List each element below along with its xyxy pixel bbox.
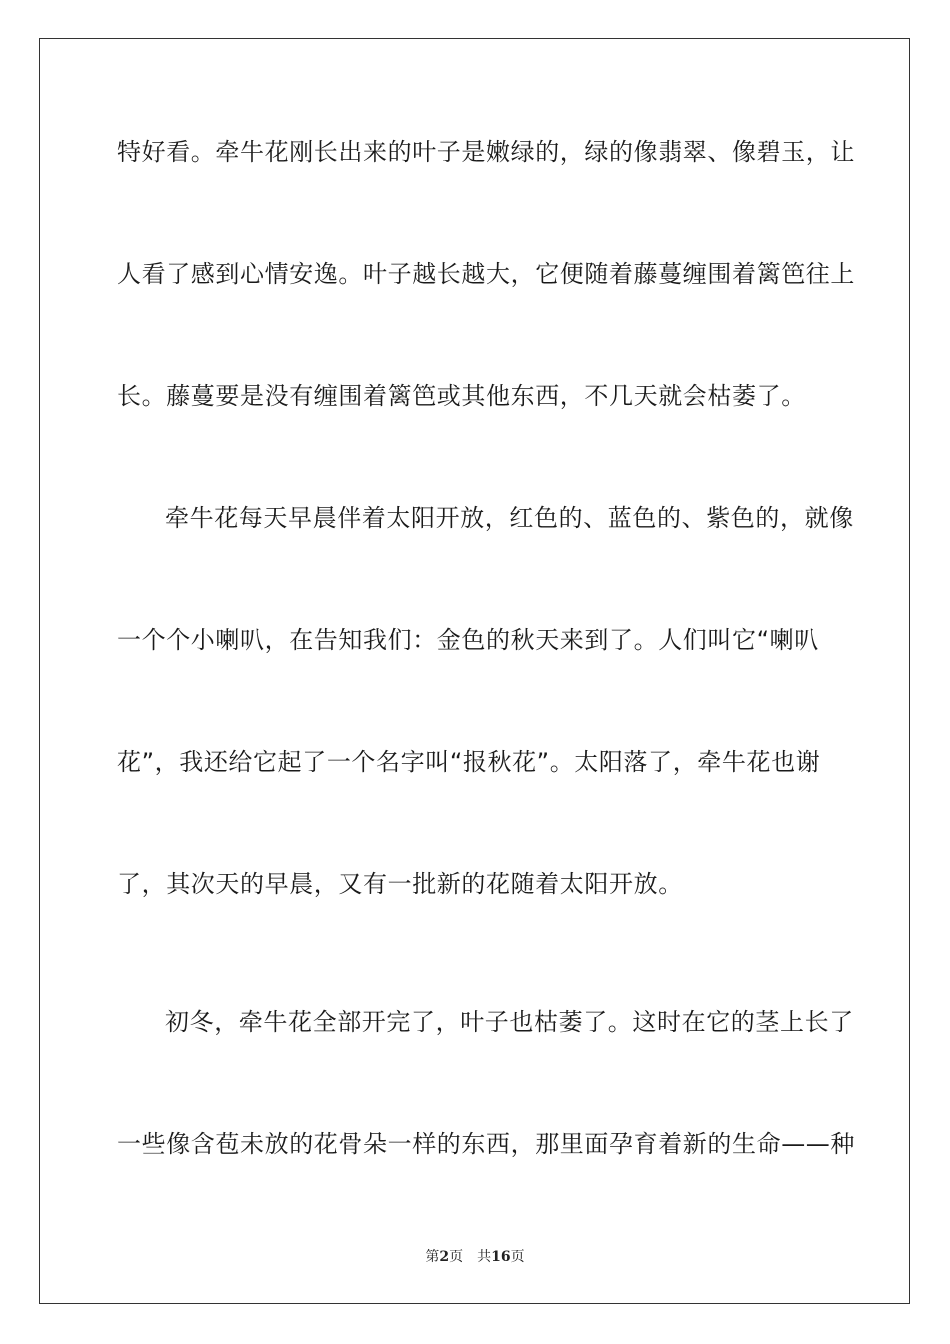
page-border (39, 38, 910, 1304)
text-line: 花”，我还给它起了一个名字叫“报秋花”。太阳落了，牵牛花也谢 (117, 748, 821, 776)
page-suffix: 页 (449, 1249, 464, 1265)
text-line: 特好看。牵牛花刚长出来的叶子是嫩绿的，绿的像翡翠、像碧玉，让 (117, 138, 855, 166)
text-line: 长。藤蔓要是没有缠围着篱笆或其他东西，不几天就会枯萎了。 (117, 382, 806, 410)
paragraph-first-line: 初冬，牵牛花全部开完了，叶子也枯萎了。这时在它的茎上长了 (165, 1008, 854, 1036)
total-suffix: 页 (510, 1249, 525, 1265)
text-line: 一个个小喇叭，在告知我们：金色的秋天来到了。人们叫它“喇叭 (117, 626, 819, 654)
text-line: 了，其次天的早晨，又有一批新的花随着太阳开放。 (117, 870, 683, 898)
text-line: 一些像含苞未放的花骨朵一样的东西，那里面孕育着新的生命——种 (117, 1130, 855, 1158)
text-line: 人看了感到心情安逸。叶子越长越大，它便随着藤蔓缠围着篱笆往上 (117, 260, 855, 288)
page-prefix: 第 (425, 1249, 440, 1265)
paragraph-first-line: 牵牛花每天早晨伴着太阳开放，红色的、蓝色的、紫色的，就像 (165, 504, 854, 532)
total-pages: 16 (491, 1249, 511, 1265)
page-footer (0, 1248, 950, 1266)
page-number: 2 (439, 1249, 450, 1265)
total-prefix: 共 (477, 1249, 492, 1265)
